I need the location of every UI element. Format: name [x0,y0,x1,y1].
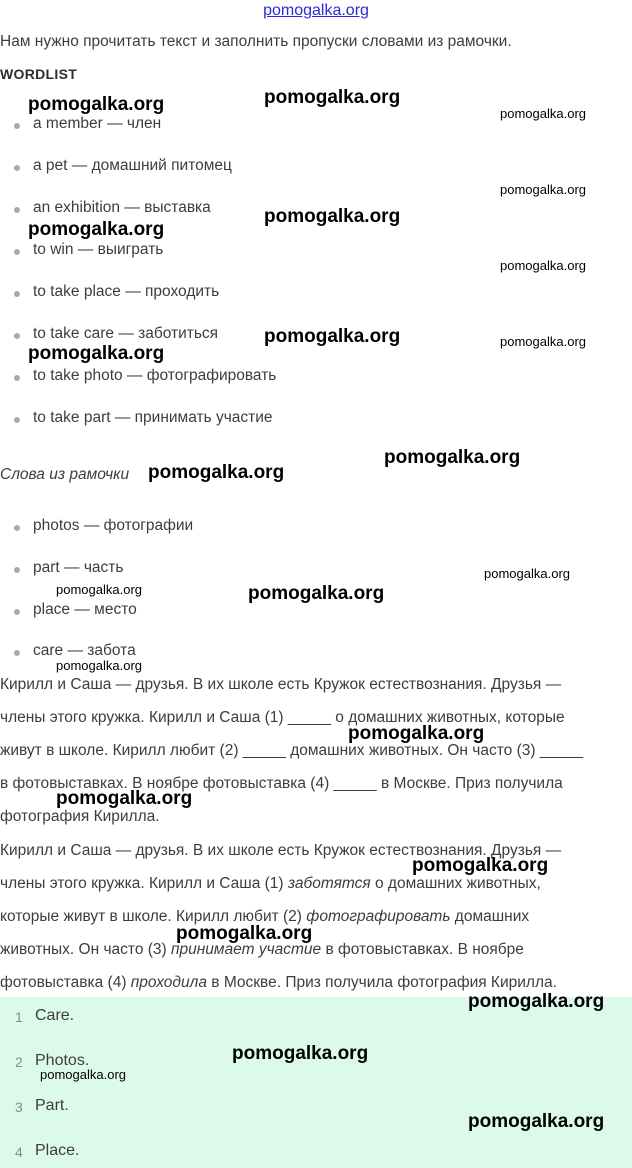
task-line: Кирилл и Саша — друзья. В их школе есть Кружок естествознания. Друзья — [0,676,562,693]
watermark: pomogalka.org [468,1111,605,1132]
answer-number: 2 [15,1054,23,1070]
bullet-dot [14,249,20,255]
instruction-text: Нам нужно прочитать текст и заполнить пропуски словами из рамочки. [0,33,512,50]
watermark: pomogalka.org [348,723,485,744]
answer-word: фотографировать [306,908,451,925]
text-run: домашних [450,908,530,925]
bullet-dot [14,123,20,129]
watermark: pomogalka.org [56,658,142,673]
bullet-dot [14,567,20,573]
bullet-dot [14,207,20,213]
list-item: a pet — домашний питомец [33,157,232,174]
watermark: pomogalka.org [56,788,193,809]
answer-text: Place. [35,1142,80,1159]
answer-text: Photos. [35,1052,90,1069]
filled-line: Кирилл и Саша — друзья. В их школе есть Кружок естествознания. Друзья — [0,842,562,859]
filled-line [0,974,557,992]
watermark: pomogalka.org [468,991,605,1012]
text-run: о домашних животных, [370,875,541,892]
answers-panel [0,997,632,1168]
answer-number: 3 [15,1099,23,1115]
watermark: pomogalka.org [232,1043,369,1064]
watermark: pomogalka.org [176,923,313,944]
watermark: pomogalka.org [148,462,285,483]
watermark: pomogalka.org [500,106,586,121]
watermark: pomogalka.org [500,258,586,273]
text-run: в фотовыставках. В ноябре [321,941,524,958]
bullet-dot [14,609,20,615]
watermark: pomogalka.org [28,94,165,115]
text-run: члены этого кружка. Кирилл и Саша (1) [0,875,288,892]
bullet-dot [14,375,20,381]
answer-text: Care. [35,1007,75,1024]
answer-text: Part. [35,1097,69,1114]
text-run: животных. Он часто (3) [0,941,171,958]
answer-word: заботятся [287,875,371,892]
watermark: pomogalka.org [384,447,521,468]
answer-number: 1 [15,1009,23,1025]
watermark: pomogalka.org [412,855,549,876]
watermark: pomogalka.org [248,583,385,604]
list-item: to take part — принимать участие [33,409,273,426]
text-run: которые живут в школе. Кирилл любит (2) [0,908,307,925]
watermark: pomogalka.org [40,1067,126,1082]
watermark: pomogalka.org [264,87,401,108]
list-item: part — часть [33,559,124,576]
answer-word: проходила [130,974,207,991]
task-line: члены этого кружка. Кирилл и Саша (1) _____ о домашних животных, которые [0,709,565,726]
list-item: to take photo — фотографировать [33,367,277,384]
bullet-dot [14,165,20,171]
answer-word: принимает участие [171,941,322,958]
watermark: pomogalka.org [28,343,165,364]
list-item: an exhibition — выставка [33,199,211,216]
watermark: pomogalka.org [56,582,142,597]
list-item: to take care — заботиться [33,325,219,342]
watermark: pomogalka.org [500,334,586,349]
bullet-dot [14,650,20,656]
list-item: to win — выиграть [33,241,164,258]
watermark: pomogalka.org [264,206,401,227]
text-run: фотовыставка (4) [0,974,131,991]
bullet-dot [14,417,20,423]
bullet-dot [14,333,20,339]
list-item: photos — фотографии [33,517,194,534]
task-line: живут в школе. Кирилл любит (2) _____ домашних животных. Он часто (3) _____ [0,742,583,759]
filled-line [0,875,541,893]
list-item: a member — член [33,115,162,132]
list-item: to take place — проходить [33,283,220,300]
watermark: pomogalka.org [484,566,570,581]
watermark: pomogalka.org [264,326,401,347]
task-line: в фотовыставках. В ноябре фотовыставка (4) _____ в Москве. Приз получила [0,775,563,792]
top-watermark-link[interactable]: pomogalka.org [263,2,369,19]
answer-number: 4 [15,1144,23,1160]
watermark: pomogalka.org [500,182,586,197]
list-item: place — место [33,601,137,618]
task-line: фотография Кирилла. [0,808,160,825]
text-run: в Москве. Приз получила фотография Кирилла. [206,974,557,991]
wordlist-heading: WORDLIST [0,66,78,82]
list-item: care — забота [33,642,136,659]
bullet-dot [14,525,20,531]
box-heading: Слова из рамочки [0,466,130,483]
bullet-dot [14,291,20,297]
watermark: pomogalka.org [28,219,165,240]
